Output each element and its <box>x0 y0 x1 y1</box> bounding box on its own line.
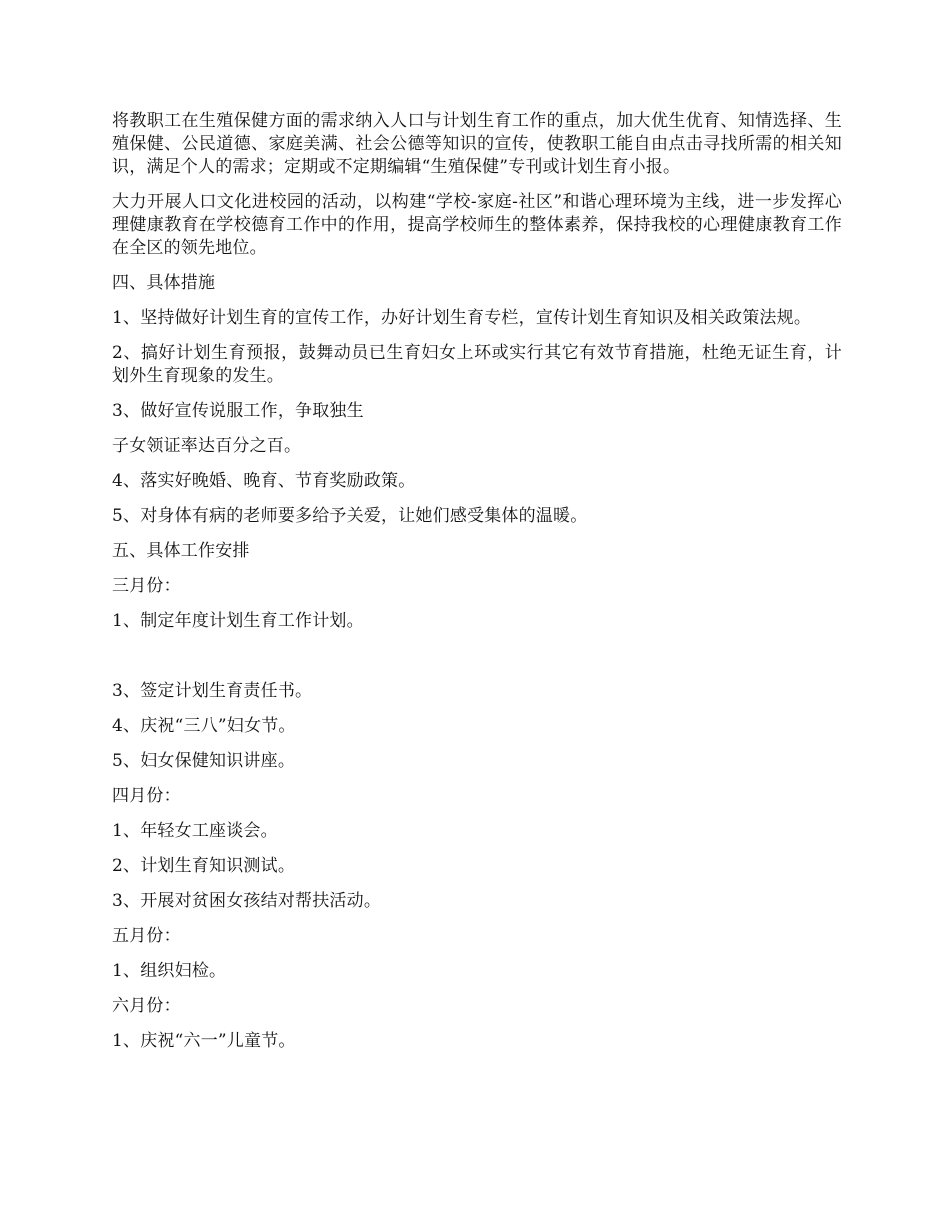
measure-item-4: 4、落实好晚婚、晚育、节育奖励政策。 <box>112 471 416 491</box>
month-heading-march: 三月份： <box>112 576 181 596</box>
march-item-1: 1、制定年度计划生育工作计划。 <box>112 611 364 631</box>
document-page <box>112 110 842 1065</box>
march-item-5: 5、妇女保健知识讲座。 <box>112 751 296 771</box>
april-item-3: 3、开展对贫困女孩结对帮扶活动。 <box>112 891 382 911</box>
measure-item-3: 3、做好宣传说服工作，争取独生 <box>112 401 364 421</box>
march-item-4: 4、庆祝“三八”妇女节。 <box>112 716 296 736</box>
june-item-1: 1、庆祝“六一”儿童节。 <box>112 1031 296 1051</box>
paragraph-population-culture: 大力开展人口文化进校园的活动，以构建“学校-家庭-社区”和谐心理环境为主线，进一步发挥心理健康教育在学校德育工作中的作用，提高学校师生的整体素养，保持我校的心理健康教育工作在全区的领先地位。 <box>112 192 842 258</box>
heading-specific-measures: 四、具体措施 <box>112 273 216 293</box>
heading-work-schedule: 五、具体工作安排 <box>112 541 250 561</box>
month-heading-may: 五月份： <box>112 926 181 946</box>
blank-line <box>112 645 842 680</box>
measure-item-5: 5、对身体有病的老师要多给予关爱，让她们感受集体的温暖。 <box>112 506 588 526</box>
measure-item-1: 1、坚持做好计划生育的宣传工作，办好计划生育专栏，宣传计划生育知识及相关政策法规。 <box>112 308 812 328</box>
april-item-1: 1、年轻女工座谈会。 <box>112 821 278 841</box>
march-item-3: 3、签定计划生育责任书。 <box>112 681 313 701</box>
april-item-2: 2、计划生育知识测试。 <box>112 856 296 876</box>
month-heading-june: 六月份： <box>112 996 181 1016</box>
may-item-1: 1、组织妇检。 <box>112 961 227 981</box>
paragraph-reproductive-health: 将教职工在生殖保健方面的需求纳入人口与计划生育工作的重点，加大优生优育、知情选择、生殖保健、公民道德、家庭美满、社会公德等知识的宣传，使教职工能自由点击寻找所需的相关知识，满足个人的需求；定期或不定期编辑“生殖保健”专刊或计划生育小报。 <box>112 111 842 177</box>
measure-item-2: 2、搞好计划生育预报，鼓舞动员已生育妇女上环或实行其它有效节育措施，杜绝无证生育，计划外生育现象的发生。 <box>112 343 842 386</box>
month-heading-april: 四月份： <box>112 786 181 806</box>
measure-item-3-continued: 子女领证率达百分之百。 <box>112 436 302 456</box>
